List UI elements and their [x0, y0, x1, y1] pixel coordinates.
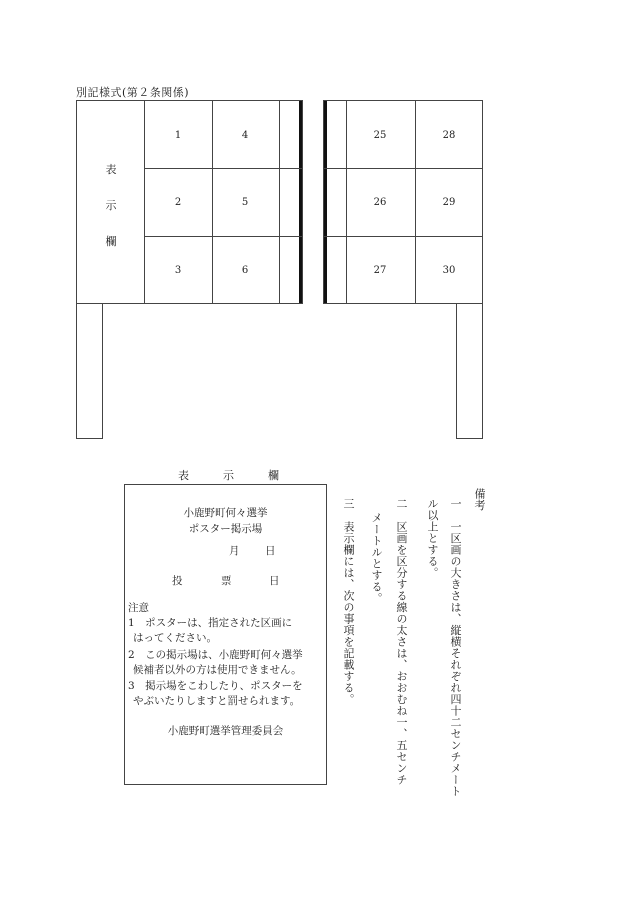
sample-display-panel — [124, 484, 327, 785]
note-line: 候補者以外の方は使用できません。 — [133, 664, 302, 676]
section-number: 4 — [241, 130, 249, 141]
section-number: 6 — [241, 265, 249, 276]
note-line: 1 ポスターは、指定された区画に — [128, 617, 293, 629]
sample-caption-char: 欄 — [268, 469, 279, 482]
election-name: 小鹿野町何々選挙 — [183, 507, 268, 519]
board-right — [323, 100, 483, 304]
divider — [415, 101, 416, 303]
divider — [324, 168, 482, 169]
committee-name: 小鹿野町選挙管理委員会 — [167, 725, 284, 737]
divider — [144, 168, 302, 169]
remark-line: 一 一区画の大きさは、縦横それぞれ四十二センチメート — [449, 498, 462, 797]
remark-line: メートルとする。 — [370, 512, 383, 604]
board-label-char: 表 — [105, 163, 117, 176]
section-number: 2 — [174, 197, 182, 208]
poster-board-name: ポスター掲示場 — [188, 523, 263, 535]
thick-divider — [324, 101, 327, 303]
vote-label-char: 票 — [221, 575, 232, 587]
vote-label-char: 投 — [172, 575, 183, 587]
note-line: はってください。 — [133, 632, 217, 644]
section-number: 26 — [373, 197, 387, 208]
remark-line: 二 区画を区分する線の太さは、おおむね一、五センチ — [395, 498, 408, 786]
divider — [324, 236, 482, 237]
section-number: 28 — [442, 130, 456, 141]
day-label: 日 — [265, 545, 276, 557]
note-line: 3 掲示場をこわしたり、ポスターを — [128, 680, 303, 692]
vote-label-char: 日 — [269, 575, 280, 587]
board-post-left — [76, 303, 103, 439]
remark-line: 三 表示欄には、次の事項を記載する。 — [342, 498, 355, 705]
section-number: 25 — [373, 130, 387, 141]
divider — [346, 101, 347, 303]
section-number: 5 — [241, 197, 249, 208]
sample-caption-char: 表 — [178, 469, 189, 482]
divider — [144, 236, 302, 237]
section-number: 3 — [174, 265, 182, 276]
note-line: 2 この掲示場は、小鹿野町何々選挙 — [128, 649, 303, 661]
divider — [279, 101, 280, 303]
section-number: 27 — [373, 265, 387, 276]
divider — [144, 101, 145, 303]
board-left — [76, 100, 303, 304]
section-number: 29 — [442, 197, 456, 208]
sample-caption-char: 示 — [223, 469, 234, 482]
remark-line: ル以上とする。 — [426, 498, 439, 579]
note-line: やぶいたりしますと罰せられます。 — [133, 695, 301, 707]
divider — [212, 101, 213, 303]
board-post-right — [456, 303, 483, 439]
section-number: 1 — [174, 130, 182, 141]
notes-title: 注意 — [128, 602, 149, 614]
form-heading: 別記様式(第２条関係) — [76, 86, 190, 99]
section-number: 30 — [442, 265, 456, 276]
month-label: 月 — [229, 545, 240, 557]
remarks-title: 備考 — [473, 488, 486, 511]
thick-divider — [299, 101, 302, 303]
board-label-char: 欄 — [105, 235, 117, 248]
board-label-char: 示 — [105, 199, 117, 212]
